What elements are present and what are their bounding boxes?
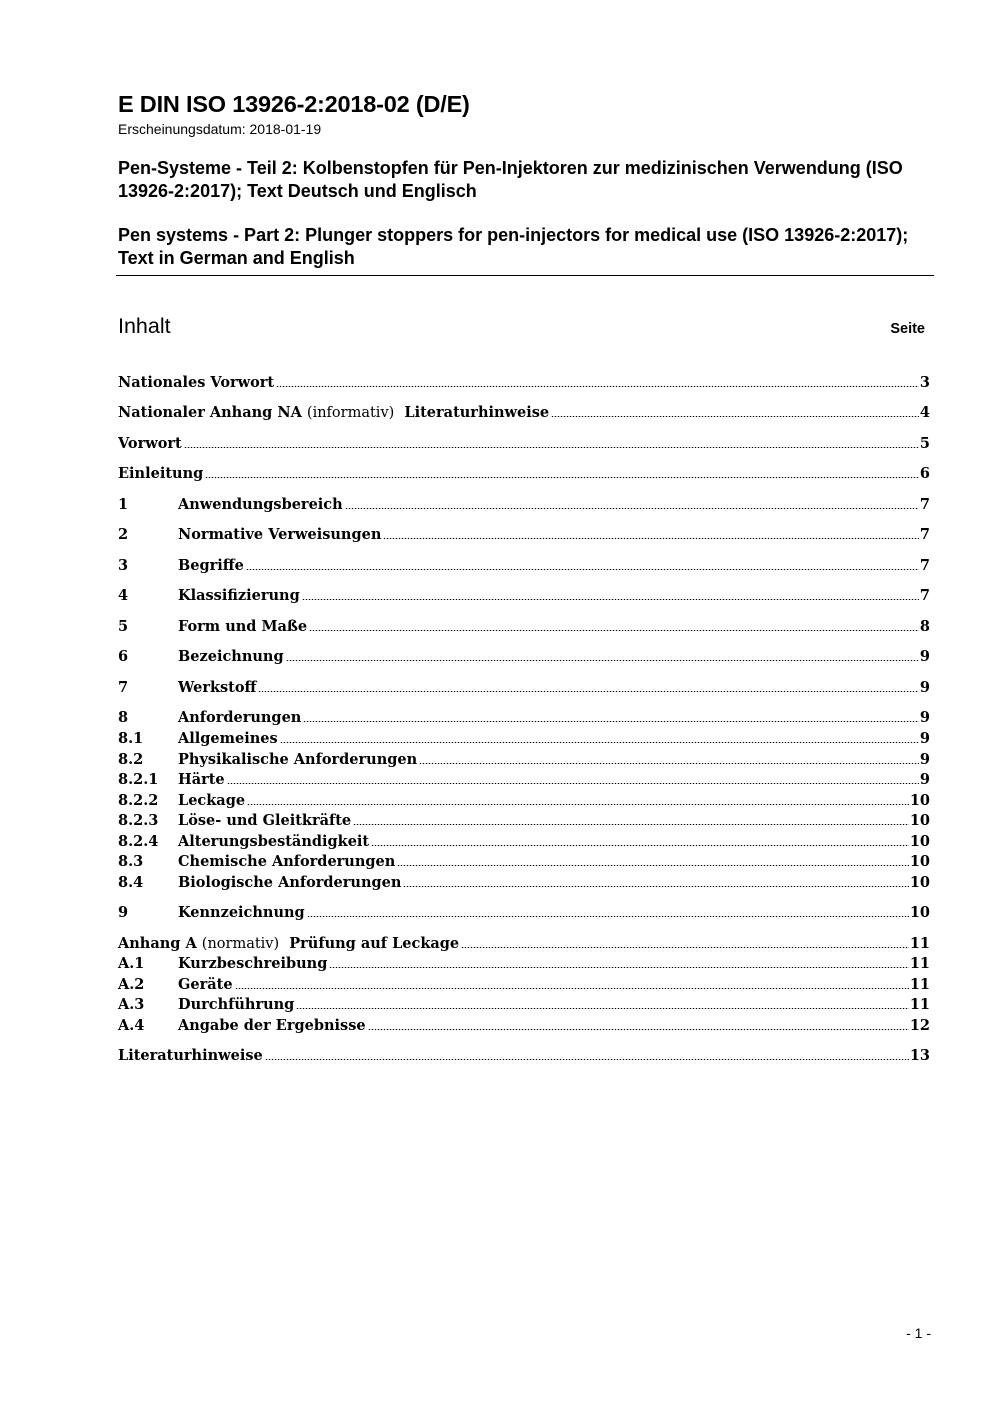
toc-entry-title-text: Werkstoff — [178, 679, 257, 696]
toc-entry[interactable] — [118, 809, 930, 829]
toc-entry-title — [118, 465, 203, 482]
toc-entry[interactable] — [118, 584, 930, 604]
toc-entry-page: 11 — [909, 976, 930, 993]
toc-entry-page: 13 — [909, 1047, 930, 1064]
toc-entry[interactable] — [118, 401, 930, 421]
toc-entry[interactable] — [118, 1044, 930, 1064]
toc-entry-title — [118, 404, 549, 421]
toc-entry-title-text: Geräte — [178, 976, 233, 993]
page-column-label: Seite — [890, 321, 925, 337]
toc-entry-number: 8.2.1 — [118, 771, 159, 788]
toc-entry-title-text: Durchführung — [178, 996, 295, 1013]
toc-entry-page: 7 — [919, 526, 930, 543]
toc-entry-note: (informativ) — [306, 405, 395, 421]
toc-entry-page: 6 — [919, 465, 930, 482]
toc-entry-page: 7 — [919, 496, 930, 513]
toc-entry[interactable] — [118, 901, 930, 921]
toc-dot-leader — [280, 742, 919, 743]
toc-entry-title — [178, 1017, 366, 1034]
toc-dot-leader — [403, 886, 908, 887]
toc-dot-leader — [329, 967, 908, 968]
toc-dot-leader — [235, 988, 909, 989]
toc-entry-number: 3 — [118, 557, 129, 574]
toc-entry[interactable] — [118, 830, 930, 850]
toc-entry-page: 10 — [909, 874, 930, 891]
toc-entry-number: A.4 — [118, 1017, 145, 1034]
toc-entry-number: 8.1 — [118, 730, 144, 747]
toc-entry-title-text: Leckage — [178, 792, 246, 809]
toc-entry-number: 7 — [118, 679, 129, 696]
toc-dot-leader — [371, 845, 909, 846]
toc-entry[interactable] — [118, 789, 930, 809]
toc-entry-title-text: Nationaler Anhang NA — [118, 404, 302, 421]
toc-entry-number: 8 — [118, 709, 129, 726]
toc-entry-number: 9 — [118, 904, 129, 921]
toc-entry-title — [118, 374, 274, 391]
toc-entry-title — [178, 812, 351, 829]
toc-entry-title — [118, 435, 182, 452]
toc-entry-title-text: Form und Maße — [178, 618, 308, 635]
toc-entry-page: 12 — [909, 1017, 930, 1034]
toc-dot-leader — [307, 916, 909, 917]
document-code: E DIN ISO 13926-2:2018-02 (D/E) — [118, 91, 470, 117]
toc-entry-number: 8.2 — [118, 751, 144, 768]
toc-entry-page: 10 — [909, 833, 930, 850]
toc-entry-title-text: Bezeichnung — [178, 648, 284, 665]
toc-entry-title — [178, 648, 284, 665]
toc-dot-leader — [551, 416, 919, 417]
publication-date: Erscheinungsdatum: 2018-01-19 — [118, 121, 322, 137]
toc-entry-page: 3 — [919, 374, 930, 391]
toc-entry-subtitle: Literaturhinweise — [404, 404, 550, 421]
toc-entry-title-text: Chemische Anforderungen — [178, 853, 396, 870]
toc-entry-title-text: Vorwort — [118, 435, 182, 452]
toc-entry-title — [178, 904, 305, 921]
toc-entry-page: 7 — [919, 557, 930, 574]
toc-entry-title-text: Nationales Vorwort — [118, 374, 275, 391]
toc-entry-number: 8.4 — [118, 874, 144, 891]
toc-entry-page: 8 — [919, 618, 930, 635]
toc-entry-title-text: Klassifizierung — [178, 587, 300, 604]
toc-entry-title-text: Biologische Anforderungen — [178, 874, 402, 891]
toc-entry[interactable] — [118, 748, 930, 768]
title-german: Pen-Systeme - Teil 2: Kolbenstopfen für Pen-Injektoren zur medizinischen Verwendung (ISO 13926-2:2017); Text Deutsch und Englisch — [118, 158, 903, 201]
toc-dot-leader — [303, 721, 919, 722]
toc-entry[interactable] — [118, 462, 930, 482]
page-number: - 1 - — [906, 1325, 931, 1341]
toc-entry-title-text: Kurzbeschreibung — [178, 955, 328, 972]
toc-entry-title — [178, 792, 245, 809]
toc-entry-title-text: Anwendungsbereich — [178, 496, 343, 513]
title-english: Pen systems - Part 2: Plunger stoppers for pen-injectors for medical use (ISO 13926-2:2017); Text in German and English — [118, 225, 909, 268]
toc-entry-title — [178, 771, 225, 788]
toc-entry-title-text: Allgemeines — [178, 730, 278, 747]
toc-entry-title-text: Literaturhinweise — [118, 1047, 263, 1064]
toc-entry[interactable] — [118, 871, 930, 891]
toc-entry-title — [178, 996, 294, 1013]
toc-entry[interactable] — [118, 973, 930, 993]
toc-dot-leader — [461, 947, 909, 948]
toc-entry-number: 2 — [118, 526, 129, 543]
toc-entry-title-text: Einleitung — [118, 465, 204, 482]
toc-entry-title — [178, 618, 307, 635]
toc-entry[interactable] — [118, 615, 930, 635]
toc-dot-leader — [419, 763, 919, 764]
toc-entry-page: 11 — [909, 955, 930, 972]
header-divider — [116, 275, 934, 276]
toc-dot-leader — [309, 630, 919, 631]
toc-dot-leader — [286, 660, 919, 661]
toc-dot-leader — [302, 599, 919, 600]
toc-entry-title-text: Löse- und Gleitkräfte — [178, 812, 352, 829]
toc-entry-page: 7 — [919, 587, 930, 604]
toc-entry-title-text: Physikalische Anforderungen — [178, 751, 418, 768]
toc-entry[interactable] — [118, 932, 930, 952]
toc-entry-title — [178, 587, 300, 604]
toc-dot-leader — [246, 569, 919, 570]
toc-entry-number: A.1 — [118, 955, 145, 972]
toc-dot-leader — [276, 386, 919, 387]
toc-dot-leader — [205, 477, 919, 478]
toc-dot-leader — [353, 824, 909, 825]
toc-entry-title-text: Anhang A — [118, 935, 197, 952]
toc-entry-title-text: Normative Verweisungen — [178, 526, 382, 543]
toc-entry-page: 5 — [919, 435, 930, 452]
toc-entry[interactable] — [118, 1014, 930, 1034]
toc-dot-leader — [227, 783, 919, 784]
toc-entry-note: (normativ) — [201, 936, 280, 952]
toc-entry-number: A.2 — [118, 976, 145, 993]
toc-dot-leader — [368, 1029, 909, 1030]
toc-entry-title — [118, 1047, 263, 1064]
toc-entry-number: 8.2.2 — [118, 792, 159, 809]
toc-heading: Inhalt — [118, 314, 171, 338]
toc-entry-number: 5 — [118, 618, 129, 635]
toc-entry[interactable] — [118, 523, 930, 543]
toc-dot-leader — [247, 804, 909, 805]
toc-entry-title — [178, 730, 278, 747]
toc-entry-title — [178, 955, 327, 972]
toc-entry-page: 9 — [919, 648, 930, 665]
toc-entry-title — [178, 496, 343, 513]
toc-entry-page: 11 — [909, 935, 930, 952]
toc-entry-page: 9 — [919, 679, 930, 696]
toc-entry-number: 8.3 — [118, 853, 144, 870]
toc-entry[interactable] — [118, 768, 930, 788]
toc-entry-title — [178, 833, 369, 850]
toc-entry[interactable] — [118, 952, 930, 972]
toc-entry-number: 8.2.3 — [118, 812, 159, 829]
toc-dot-leader — [296, 1008, 909, 1009]
toc-entry-page: 4 — [919, 404, 930, 421]
toc-entry-title-text: Begriffe — [178, 557, 244, 574]
toc-entry-page: 10 — [909, 792, 930, 809]
toc-entry-page: 9 — [919, 751, 930, 768]
toc-entry-number: 1 — [118, 496, 129, 513]
toc-entry[interactable] — [118, 493, 930, 513]
toc-entry-page: 10 — [909, 853, 930, 870]
toc-entry-number: 4 — [118, 587, 129, 604]
toc-entry-title-text: Kennzeichnung — [178, 904, 305, 921]
toc-entry[interactable] — [118, 554, 930, 574]
toc-entry-page: 10 — [909, 904, 930, 921]
toc-entry-number: 8.2.4 — [118, 833, 159, 850]
toc-entry-title — [178, 874, 401, 891]
toc-entry[interactable] — [118, 645, 930, 665]
toc-entry-page: 9 — [919, 730, 930, 747]
document-header — [118, 90, 934, 270]
toc-dot-leader — [184, 447, 919, 448]
toc-entry[interactable] — [118, 706, 930, 726]
toc-dot-leader — [397, 865, 909, 866]
toc-entry-title — [178, 679, 256, 696]
toc-dot-leader — [383, 538, 919, 539]
toc-entry-title-text: Angabe der Ergebnisse — [178, 1017, 366, 1034]
toc-entry[interactable] — [118, 676, 930, 696]
toc-entry[interactable] — [118, 850, 930, 870]
toc-entry[interactable] — [118, 993, 930, 1013]
toc-entry[interactable] — [118, 371, 930, 391]
toc-entry[interactable] — [118, 432, 930, 452]
toc-dot-leader — [265, 1059, 909, 1060]
toc-entry-title-text: Alterungsbeständigkeit — [178, 833, 370, 850]
toc-entry-title — [178, 557, 244, 574]
toc-entry-title — [178, 853, 395, 870]
toc-entry-page: 9 — [919, 709, 930, 726]
toc-entry-page: 10 — [909, 812, 930, 829]
toc-entry-title-text: Härte — [178, 771, 225, 788]
toc-entry-title — [178, 526, 381, 543]
toc-entry-title — [118, 935, 459, 952]
toc-dot-leader — [345, 508, 919, 509]
toc-entry-page: 9 — [919, 771, 930, 788]
toc-entry-title — [178, 976, 233, 993]
toc-entry-number: A.3 — [118, 996, 145, 1013]
toc-entry[interactable] — [118, 727, 930, 747]
toc-entry-subtitle: Prüfung auf Leckage — [289, 935, 460, 952]
toc-entry-page: 11 — [909, 996, 930, 1013]
toc-entry-title — [178, 709, 301, 726]
toc-entry-number: 6 — [118, 648, 129, 665]
toc-entry-title — [178, 751, 417, 768]
toc-dot-leader — [258, 691, 918, 692]
toc-entry-title-text: Anforderungen — [178, 709, 302, 726]
